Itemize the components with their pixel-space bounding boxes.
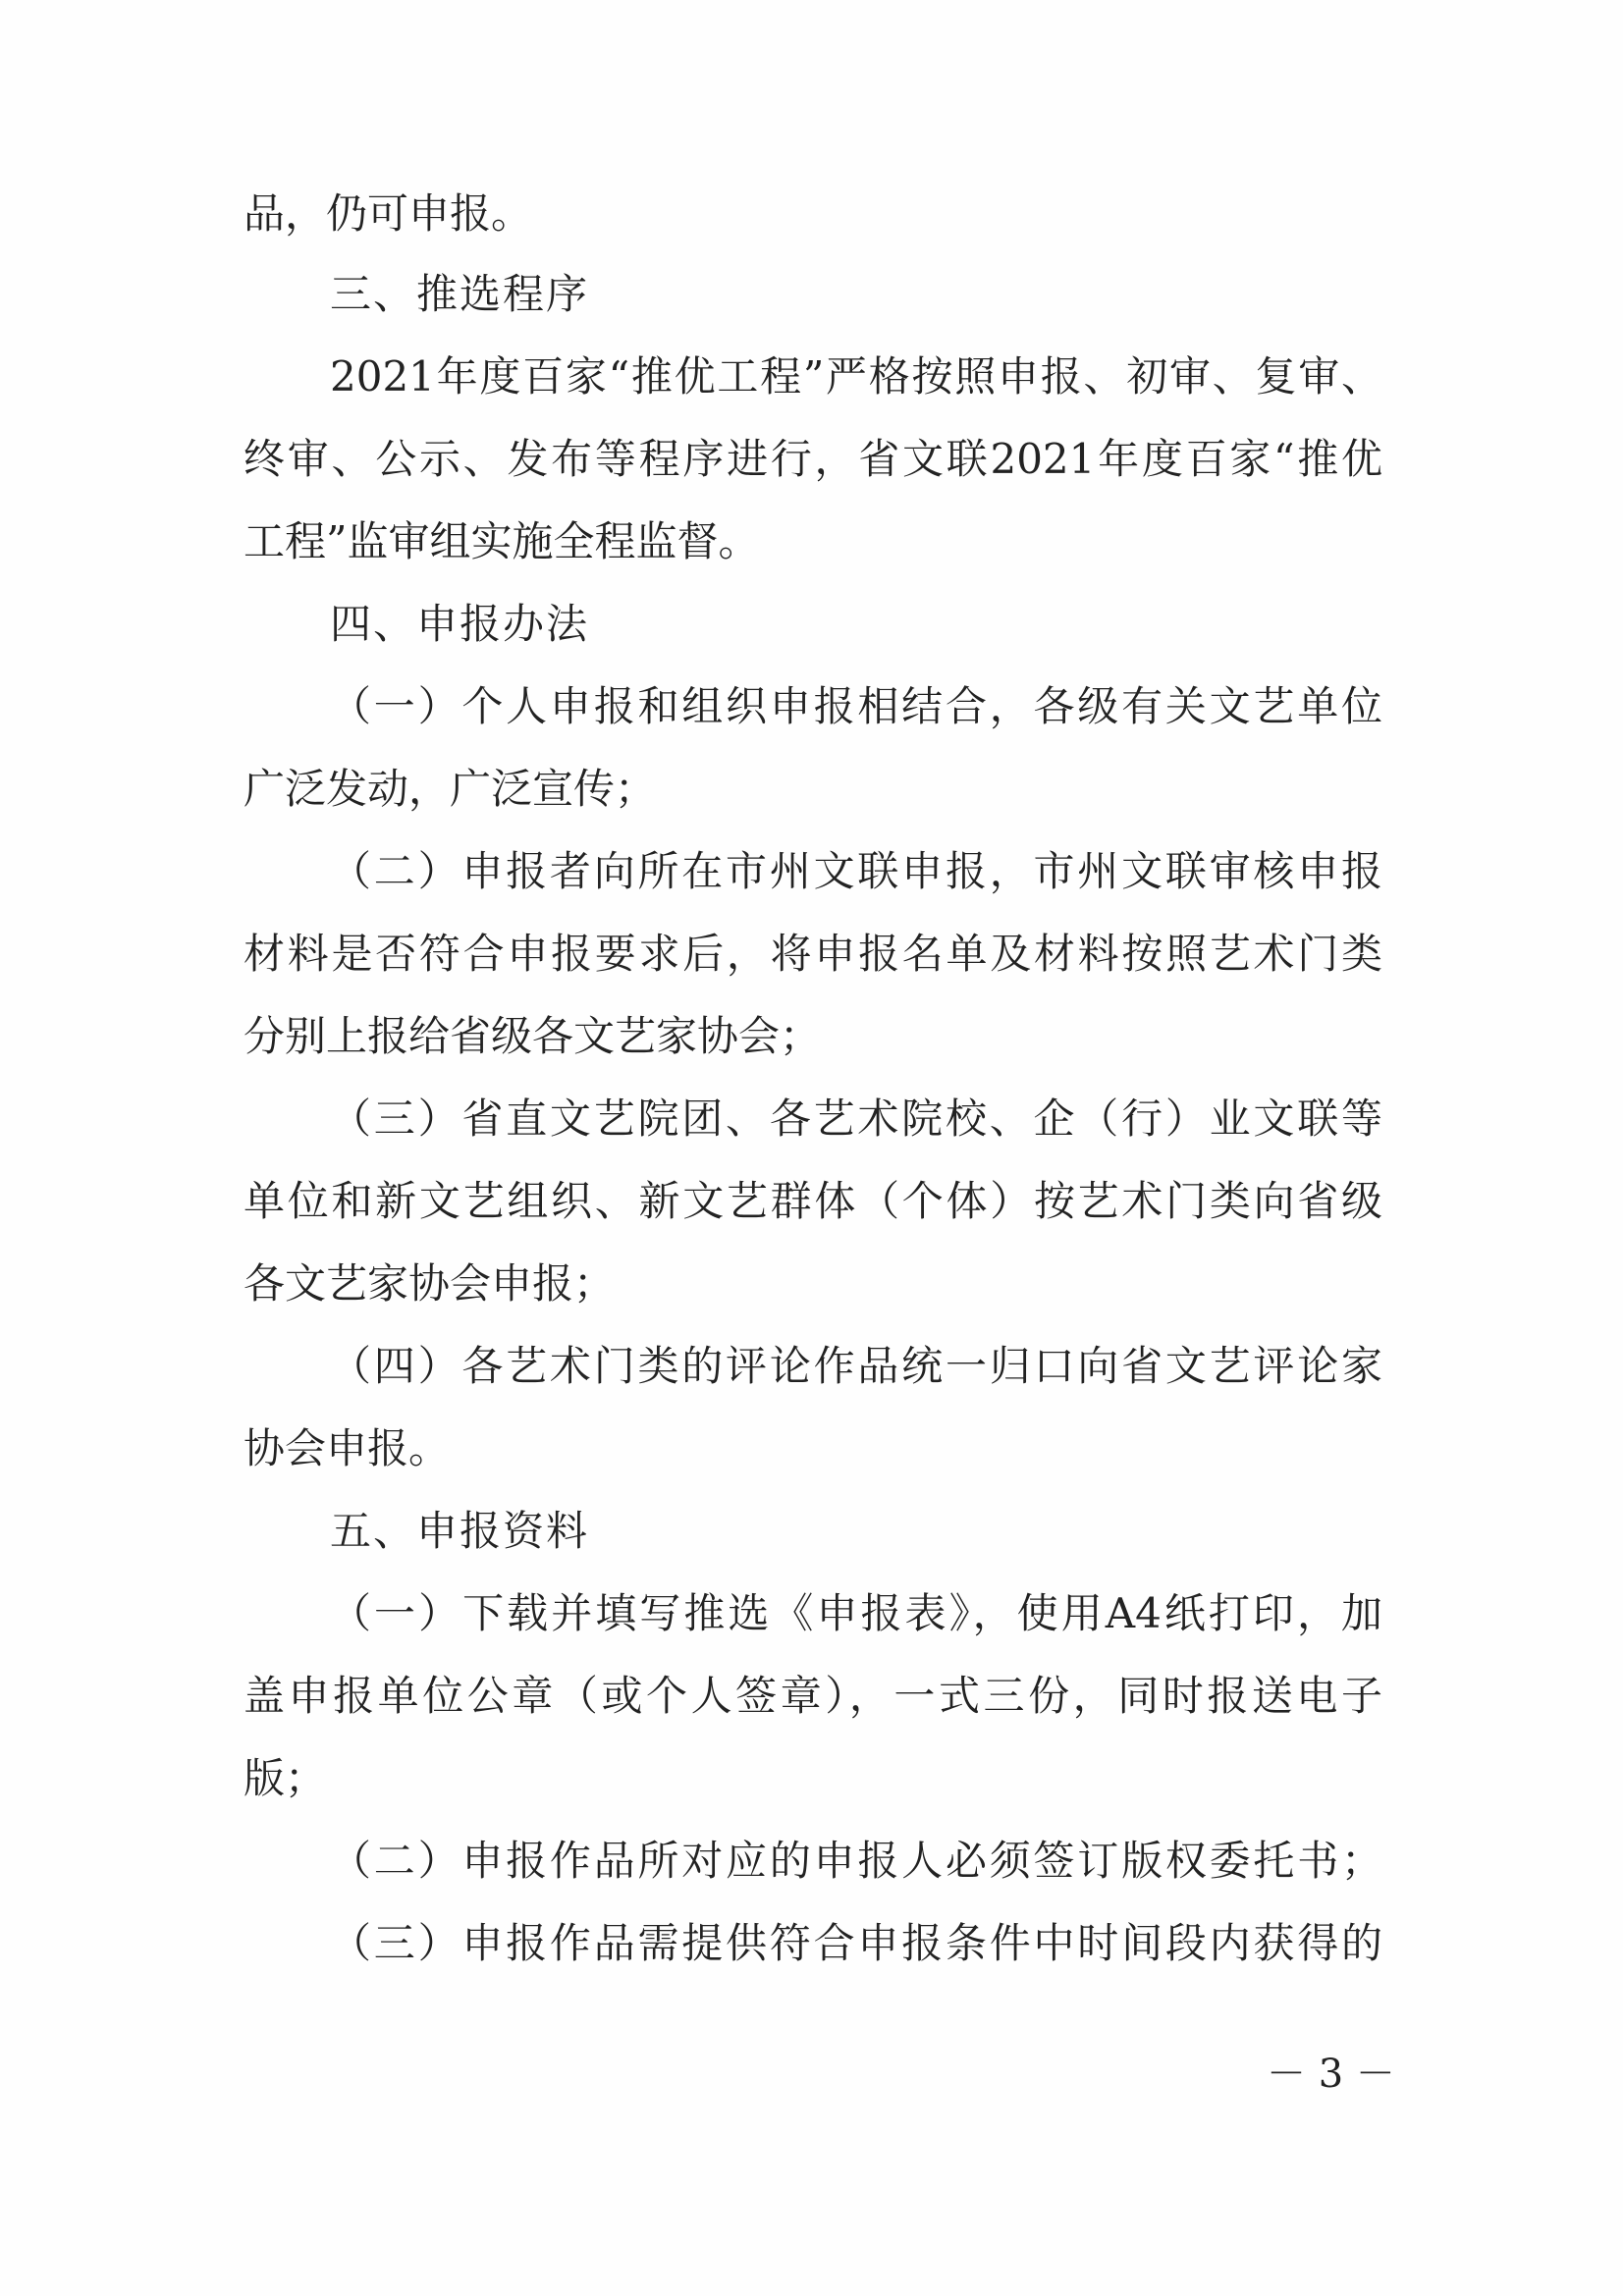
text-line: 各文艺家协会申报； — [243, 1259, 616, 1308]
text-line: （一）下载并填写推选《申报表》，使用A4纸打印，加 — [330, 1589, 1382, 1637]
section-heading-procedure: 三、推选程序 — [330, 270, 590, 318]
text-line: 版； — [243, 1754, 327, 1802]
text-line: （三）申报作品需提供符合申报条件中时间段内获得的 — [330, 1919, 1382, 1967]
text-line: 广泛发动，广泛宣传； — [243, 765, 657, 813]
text-line: 协会申报。 — [243, 1424, 451, 1472]
text-line: （二）申报作品所对应的申报人必须签订版权委托书； — [330, 1837, 1382, 1885]
text-line: （一）个人申报和组织申报相结合，各级有关文艺单位 — [330, 682, 1382, 730]
text-line: 盖申报单位公章（或个人签章），一式三份，同时报送电子 — [243, 1672, 1382, 1720]
section-heading-materials: 五、申报资料 — [330, 1507, 590, 1555]
text-line: 终审、公示、发布等程序进行，省文联2021年度百家“推优 — [243, 435, 1382, 483]
text-line: 工程”监审组实施全程监督。 — [243, 517, 760, 565]
text-line: 2021年度百家“推优工程”严格按照申报、初审、复审、 — [330, 352, 1382, 400]
text-line: （二）申报者向所在市州文联申报，市州文联审核申报 — [330, 847, 1382, 895]
text-line: 材料是否符合申报要求后，将申报名单及材料按照艺术门类 — [243, 930, 1382, 978]
text-line: 品，仍可申报。 — [243, 189, 533, 238]
text-line: 单位和新文艺组织、新文艺群体（个体）按艺术门类向省级 — [243, 1177, 1382, 1225]
page-number: － 3 － — [1267, 2052, 1395, 2097]
text-line: （三）省直文艺院团、各艺术院校、企（行）业文联等 — [330, 1095, 1382, 1143]
section-heading-method: 四、申报办法 — [330, 600, 590, 648]
text-line: （四）各艺术门类的评论作品统一归口向省文艺评论家 — [330, 1342, 1382, 1390]
text-line: 分别上报给省级各文艺家协会； — [243, 1012, 822, 1060]
